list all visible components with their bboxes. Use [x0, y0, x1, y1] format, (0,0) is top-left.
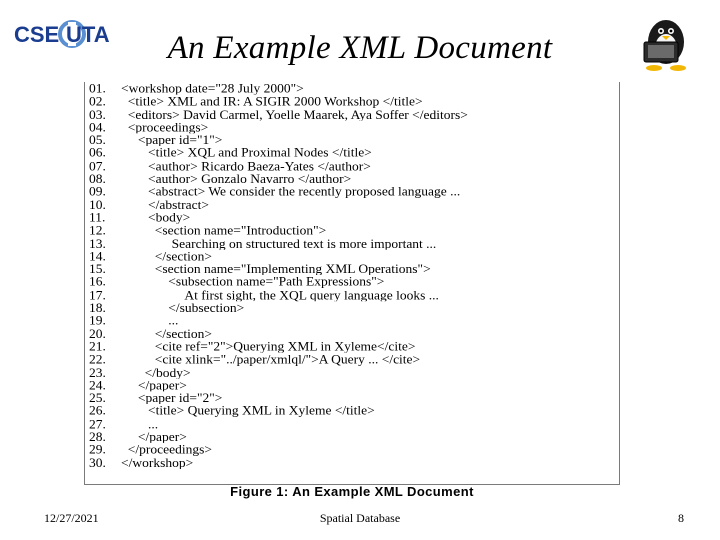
line-number: 06.: [89, 146, 106, 160]
line-number: 29.: [89, 443, 106, 457]
line-text: <paper id="1">: [121, 133, 223, 147]
line-number: 20.: [89, 327, 106, 340]
code-line: [89, 159, 617, 172]
logo-text-uta: UTA: [66, 22, 110, 47]
line-number: 19.: [89, 314, 106, 328]
line-number: 17.: [89, 288, 106, 302]
line-number: 11.: [89, 210, 106, 224]
line-text: <abstract> We consider the recently proposed language ...: [121, 185, 461, 199]
code-line: [89, 224, 617, 237]
line-text: </workshop>: [121, 456, 194, 469]
line-number: 24.: [89, 378, 106, 392]
code-line: [89, 237, 617, 250]
footer-page-number: 8: [678, 511, 684, 525]
code-line: [89, 353, 617, 366]
line-text: <subsection name="Path Expressions">: [121, 275, 385, 289]
line-text: </section>: [121, 327, 212, 340]
line-number: 30.: [89, 456, 106, 469]
line-text: </paper>: [121, 378, 187, 392]
code-line: [89, 456, 617, 469]
code-line: [89, 443, 617, 456]
line-number: 15.: [89, 262, 106, 276]
logo-text-cse: CSE: [14, 22, 60, 47]
line-text: Searching on structured text is more important ...: [121, 236, 437, 250]
line-number: 02.: [89, 94, 106, 108]
code-line: [89, 288, 617, 301]
code-line: [89, 211, 617, 224]
code-line: [89, 198, 617, 211]
xml-figure: [84, 82, 620, 485]
code-line: [89, 430, 617, 443]
line-text: <proceedings>: [121, 120, 209, 134]
line-number: 22.: [89, 352, 106, 366]
line-text: At first sight, the XQL query language looks ...: [121, 288, 439, 302]
line-text: </body>: [121, 365, 191, 379]
code-line: [89, 327, 617, 340]
line-text: <editors> David Carmel, Yoelle Maarek, Aya Soffer </editors>: [121, 107, 468, 121]
line-number: 10.: [89, 198, 106, 211]
line-text: </section>: [121, 249, 212, 263]
line-number: 03.: [89, 107, 106, 121]
line-number: 09.: [89, 185, 106, 199]
slide-title: An Example XML Document: [167, 30, 553, 66]
line-number: 01.: [89, 82, 106, 95]
code-line: [89, 82, 617, 95]
line-number: 23.: [89, 365, 106, 379]
penguin-laptop-icon: [632, 12, 698, 72]
line-number: 05.: [89, 133, 106, 147]
figure-caption: Figure 1: An Example XML Document: [230, 484, 474, 499]
line-text: <body>: [121, 210, 191, 224]
code-line: [89, 340, 617, 353]
code-line: [89, 366, 617, 379]
line-text: <workshop date="28 July 2000">: [121, 82, 304, 95]
code-line: [89, 275, 617, 288]
xml-code-listing: [89, 82, 617, 469]
code-line: [89, 417, 617, 430]
line-number: 07.: [89, 159, 106, 173]
code-line: [89, 121, 617, 134]
code-line: [89, 95, 617, 108]
line-number: 21.: [89, 339, 106, 353]
code-line: [89, 108, 617, 121]
code-line: [89, 392, 617, 405]
line-text: <section name="Implementing XML Operations">: [121, 262, 431, 276]
line-number: 04.: [89, 120, 106, 134]
line-text: </paper>: [121, 430, 187, 444]
code-line: [89, 250, 617, 263]
code-line: [89, 134, 617, 147]
line-number: 16.: [89, 275, 106, 289]
line-text: <author> Gonzalo Navarro </author>: [121, 172, 352, 186]
line-number: 26.: [89, 404, 106, 418]
line-text: <paper id="2">: [121, 391, 223, 405]
line-number: 12.: [89, 223, 106, 237]
code-line: [89, 404, 617, 417]
line-text: <title> XQL and Proximal Nodes </title>: [121, 146, 372, 160]
line-number: 14.: [89, 249, 106, 263]
line-text: </proceedings>: [121, 443, 212, 457]
line-text: <section name="Introduction">: [121, 223, 327, 237]
code-line: [89, 263, 617, 276]
line-number: 13.: [89, 236, 106, 250]
line-text: <title> XML and IR: A SIGIR 2000 Workshop </title>: [121, 94, 423, 108]
line-text: ...: [121, 314, 179, 328]
code-line: [89, 172, 617, 185]
line-text: <cite ref="2">Querying XML in Xyleme</cite>: [121, 339, 416, 353]
line-text: <cite xlink="../paper/xmlql/">A Query ... </cite>: [121, 352, 421, 366]
line-number: 18.: [89, 301, 106, 315]
code-line: [89, 146, 617, 159]
code-line: [89, 185, 617, 198]
line-number: 28.: [89, 430, 106, 444]
line-number: 27.: [89, 417, 106, 431]
code-line: [89, 301, 617, 314]
code-line: [89, 379, 617, 392]
line-text: <title> Querying XML in Xyleme </title>: [121, 404, 375, 418]
line-text: <author> Ricardo Baeza-Yates </author>: [121, 159, 371, 173]
code-line: [89, 314, 617, 327]
line-text: ...: [121, 417, 159, 431]
line-text: </subsection>: [121, 301, 245, 315]
line-number: 08.: [89, 172, 106, 186]
line-text: </abstract>: [121, 198, 209, 211]
footer-course: Spatial Database: [319, 511, 401, 525]
footer-date: 12/27/2021: [44, 511, 99, 525]
line-number: 25.: [89, 391, 106, 405]
